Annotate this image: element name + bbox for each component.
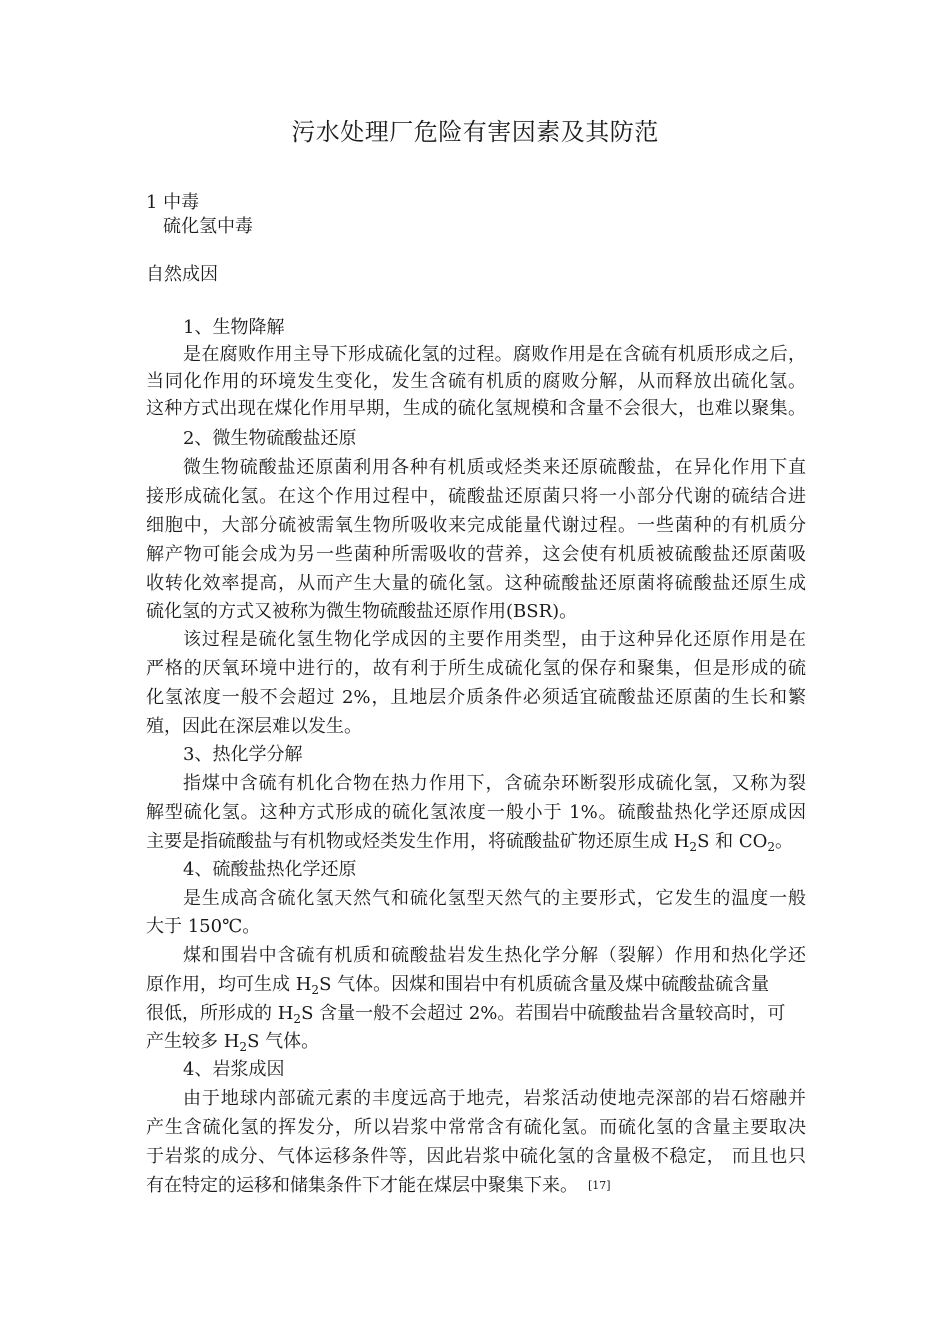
paragraph-line: 细胞中，大部分硫被需氧生物所吸收来完成能量代谢过程。一些菌种的有机质分 <box>146 515 806 536</box>
section-heading-thermochemical-decomposition: 3、热化学分解 <box>183 744 303 765</box>
paragraph-line: 指煤中含硫有机化合物在热力作用下，含硫杂环断裂形成硫化氢，又称为裂 <box>183 773 806 794</box>
paragraph-line-with-formula: 主要是指硫酸盐与有机物或烃类发生作用，将硫酸盐矿物还原生成 $H_2S$ 和 $CO_2$。 <box>146 831 794 854</box>
section-heading-biodegradation: 1、生物降解 <box>183 317 285 338</box>
paragraph-line: 当同化作用的环境发生变化，发生含硫有机质的腐败分解，从而释放出硫化氢。 <box>146 371 806 392</box>
paragraph-line-with-reference: 有在特定的运移和储集条件下才能在煤层中聚集下来。 [17] <box>146 1175 611 1196</box>
section-heading-magmatic-origin: 4、岩浆成因 <box>183 1059 285 1080</box>
paragraph-line: 大于 150℃。 <box>146 916 261 937</box>
paragraph-line: 这种方式出现在煤化作用早期，生成的硫化氢规模和含量不会很大，也难以聚集。 <box>146 398 806 419</box>
paragraph-line: 由于地球内部硫元素的丰度远高于地壳，岩浆活动使地壳深部的岩石熔融并 <box>183 1088 806 1109</box>
paragraph-line: 是在腐败作用主导下形成硫化氢的过程。腐败作用是在含硫有机质形成之后， <box>183 344 806 365</box>
paragraph-line-with-formula: 产生较多 $H_2S$ 气体。 <box>146 1031 320 1054</box>
paragraph-line: 于岩浆的成分、气体运移条件等，因此岩浆中硫化氢的含量极不稳定， 而且也只 <box>146 1146 806 1167</box>
heading-cause: 自然成因 <box>146 264 218 285</box>
heading-level-1: 1 中毒 <box>146 192 200 213</box>
paragraph-line: 接形成硫化氢。在这个作用过程中，硫酸盐还原菌只将一小部分代谢的硫结合进 <box>146 486 806 507</box>
paragraph-line-with-formula: 很低，所形成的 $H_2S$ 含量一般不会超过 2%。若围岩中硫酸盐岩含量较高时，可 <box>146 1003 786 1026</box>
paragraph-line: 解产物可能会成为另一些菌种所需吸收的营养，这会使有机质被硫酸盐还原菌吸 <box>146 544 806 565</box>
paragraph-line-with-formula: 原作用，均可生成 $H_2S$ 气体。因煤和围岩中有机质硫含量及煤中硫酸盐硫含量 <box>146 974 770 997</box>
paragraph-line: 该过程是硫化氢生物化学成因的主要作用类型，由于这种异化还原作用是在 <box>183 629 806 650</box>
paragraph-line: 产生含硫化氢的挥发分，所以岩浆中常常含有硫化氢。而硫化氢的含量主要取决 <box>146 1117 806 1138</box>
document-title: 污水处理厂危险有害因素及其防范 <box>291 118 659 146</box>
section-heading-microbial-sulfate-reduction: 2、微生物硫酸盐还原 <box>183 428 357 449</box>
paragraph-line: 硫化氢的方式又被称为微生物硫酸盐还原作用(BSR)。 <box>146 601 578 622</box>
paragraph-line: 收转化效率提高，从而产生大量的硫化氢。这种硫酸盐还原菌将硫酸盐还原生成 <box>146 573 806 594</box>
paragraph-line: 化氢浓度一般不会超过 2%，且地层介质条件必须适宜硫酸盐还原菌的生长和繁 <box>146 687 806 708</box>
heading-level-2: 硫化氢中毒 <box>163 216 253 237</box>
paragraph-line: 严格的厌氧环境中进行的，故有利于所生成硫化氢的保存和聚集，但是形成的硫 <box>146 658 806 679</box>
paragraph-line: 微生物硫酸盐还原菌利用各种有机质或烃类来还原硫酸盐，在异化作用下直 <box>183 457 806 478</box>
paragraph-line: 解型硫化氢。这种方式形成的硫化氢浓度一般小于 1%。硫酸盐热化学还原成因 <box>146 802 806 823</box>
citation-reference: [17] <box>588 1179 611 1192</box>
section-heading-thermochemical-sulfate-reduction: 4、硫酸盐热化学还原 <box>183 859 357 880</box>
paragraph-line: 是生成高含硫化氢天然气和硫化氢型天然气的主要形式，它发生的温度一般 <box>183 888 806 909</box>
paragraph-line: 煤和围岩中含硫有机质和硫酸盐岩发生热化学分解（裂解）作用和热化学还 <box>183 945 806 966</box>
paragraph-line: 殖，因此在深层难以发生。 <box>146 716 362 737</box>
